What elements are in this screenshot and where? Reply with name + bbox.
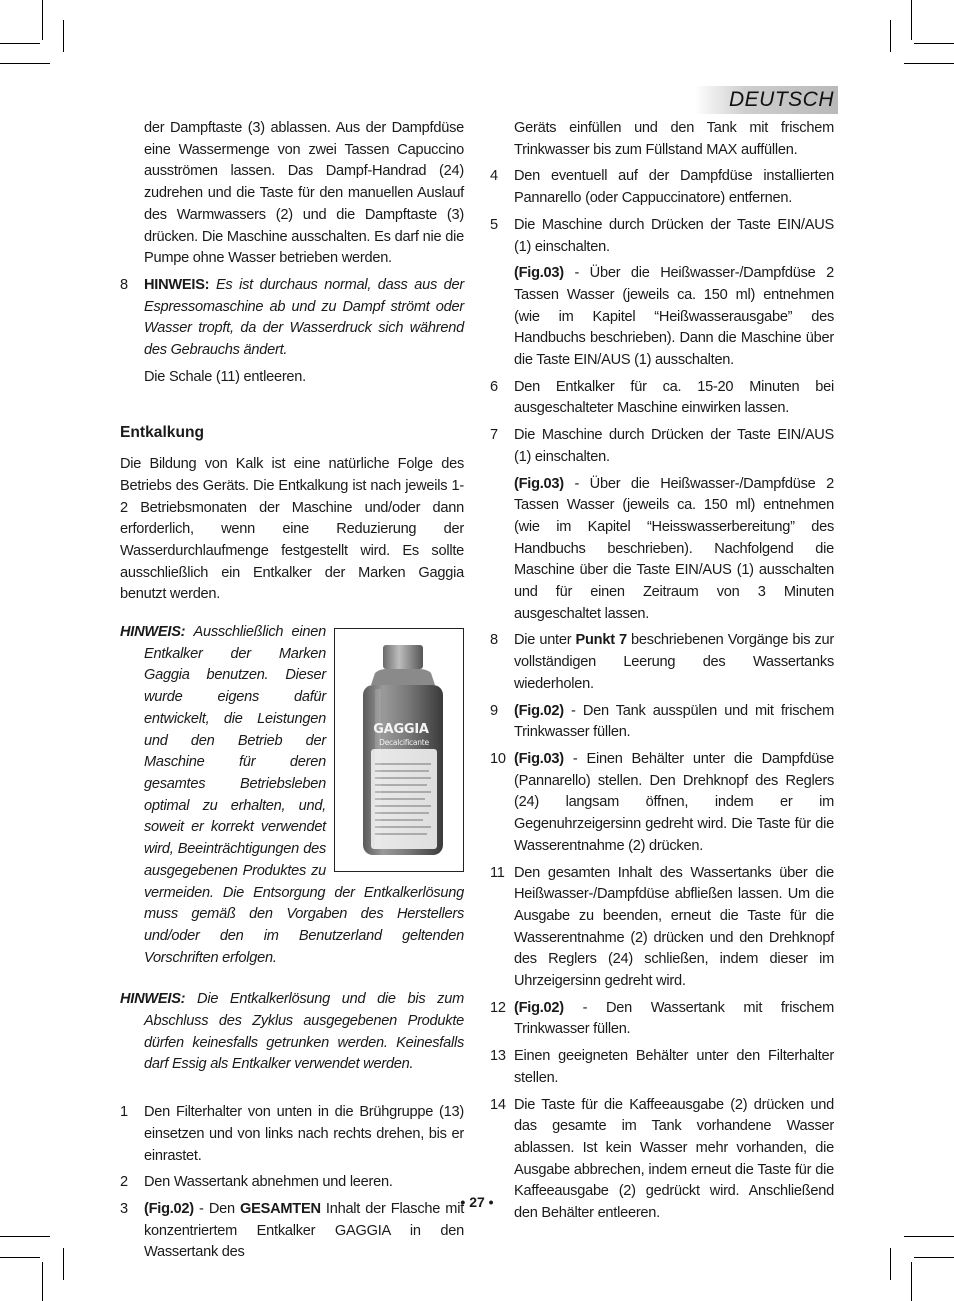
left-column: [120, 118, 464, 1264]
language-label: DEUTSCH: [728, 88, 834, 111]
descaling-paragraph: Die Bildung von Kalk ist eine natürliche Folge des Betriebs des Geräts. Die Entkalkung ist nach jeweils 1-2 Betriebsmonaten der Maschine und/oder dann erforderlich, wenn eine Reduzierung der Wasserdurchlaufmenge festgestellt wird. Es sollte ausschließlich ein Entkalker der Marken Gaggia benutzt werden.: [120, 456, 464, 603]
note-text: Die Entkalkerlösung und die bis zum Abschluss des Zyklus ausgegebenen Produkte dürfen keinesfalls getrunken werden. Keinesfalls darf Essig als Entkalker verwendet werden.: [144, 991, 464, 1073]
list-item: [490, 998, 834, 1041]
step-text: - Über die Heißwasser-/Dampfdüse 2 Tassen Wasser (jeweils ca. 150 ml) entnehmen (wie im Kapitel “Heisswasserbereitung” des Handbuchs beschrieben). Nachfolgend die Maschine über die Taste EIN/AUS (1) ausschalten und für einen Zeitraum von 3 Minuten ausgeschaltet lassen.: [514, 475, 834, 622]
emphasis: GESAMTEN: [240, 1200, 321, 1217]
step-text: - Den Wassertank mit frischem Trinkwasser füllen.: [514, 999, 834, 1038]
crop-mark: [904, 63, 954, 64]
step-text: Die Maschine durch Drücken der Taste EIN/AUS (1) einschalten.: [514, 427, 834, 465]
step-number: 6: [490, 378, 498, 395]
crop-mark: [0, 1257, 40, 1258]
list-item: [490, 1095, 834, 1225]
list-item: [490, 749, 834, 858]
bottle-illustration: [335, 629, 463, 871]
step-number: 9: [490, 702, 498, 719]
note-label: HINWEIS:: [120, 991, 186, 1008]
sub-step: [490, 263, 834, 372]
crop-mark: [911, 0, 912, 40]
continued-text: Geräts einfüllen und den Tank mit frischem Trinkwasser bis zum Füllstand MAX auffüllen.: [514, 120, 834, 158]
step-text: - Den: [193, 1200, 241, 1217]
figure-ref: (Fig.03): [514, 475, 564, 492]
step-text: Die Taste für die Kaffeeausgabe (2) drücken und das gesamte im Tank vorhandene Wasser ablassen. Ist kein Wasser mehr vorhanden, die Ausgabe abbrechen, indem erneut die Taste für die Kaffeeausgabe (2) gedrückt wird. Anschließend den Behälter entleeren.: [514, 1096, 834, 1222]
page-number: • 27 •: [460, 1194, 494, 1210]
step-text: Den Entkalker für ca. 15-20 Minuten bei ausgeschalteter Maschine einwirken lassen.: [514, 378, 834, 417]
list-item: [490, 863, 834, 993]
crop-mark: [0, 43, 40, 44]
list-item: [490, 377, 834, 420]
crop-mark: [0, 1236, 50, 1237]
list-item: [490, 701, 834, 744]
emphasis: Punkt 7: [575, 632, 627, 649]
crop-mark: [914, 1257, 954, 1258]
list-item: [490, 215, 834, 258]
figure-ref: (Fig.02): [144, 1200, 194, 1217]
crop-mark: [42, 1262, 43, 1301]
step-text: Einen geeigneten Behälter unter den Filterhalter stellen.: [514, 1048, 834, 1086]
step-number: 13: [490, 1048, 506, 1065]
bottle-product: Decalcificante: [379, 738, 429, 748]
list-item: [120, 1102, 464, 1167]
step-number: 1: [120, 1104, 128, 1121]
list-item: [120, 275, 464, 362]
figure-ref: (Fig.03): [514, 265, 564, 282]
crop-mark: [63, 1248, 64, 1280]
step-text: Den eventuell auf der Dampfdüse installierten Pannarello (oder Cappuccinatore) entfernen.: [514, 168, 834, 207]
step-text: Den Wassertank abnehmen und leeren.: [144, 1174, 393, 1191]
figure-ref: (Fig.02): [514, 999, 564, 1016]
note-block: [120, 622, 464, 969]
figure-ref: (Fig.02): [514, 702, 564, 719]
step-number: 7: [490, 427, 498, 444]
step-number: 12: [490, 999, 506, 1016]
product-image: [334, 628, 464, 872]
crop-mark: [63, 20, 64, 52]
step-number: 8: [490, 632, 498, 649]
note-text: Ausschließlich einen Entkalker der Marken Gaggia benutzen. Dieser wurde eigens dafür entwickelt, die Leistungen und den Betrieb der Maschine für deren gesamtes Betriebsleben optimal zu erhalten, und, soweit er korrekt verwendet wird, Beeinträchtigungen des ausgegebenen Produktes zu vermeiden. Die Entsorgung der Entkalkerlösung muss gemäß den Vorgaben des Herstellers und/oder den im Benutzerland geltenden Vorschriften erfolgen.: [144, 624, 464, 966]
list-item: [120, 1199, 464, 1264]
step-number: 5: [490, 216, 498, 233]
step-text: - Den Tank ausspülen und mit frischem Trinkwasser füllen.: [514, 702, 834, 741]
crop-mark: [904, 1236, 954, 1237]
step-text: Die Maschine durch Drücken der Taste EIN/AUS (1) einschalten.: [514, 216, 834, 255]
note-text: Es ist durchaus normal, dass aus der Espressomaschine ab und zu Dampf strömt oder Wasser tropft, da der Wasserdruck sich während des Gebrauchs ändert.: [144, 276, 464, 359]
step-number: 4: [490, 168, 498, 185]
figure-ref: (Fig.03): [514, 750, 564, 767]
step-number: 14: [490, 1096, 506, 1113]
sub-step: [490, 474, 834, 626]
right-column: [490, 118, 834, 1225]
steps-list: [120, 1102, 464, 1264]
bottle-brand: GAGGIA: [373, 722, 429, 738]
step-text: Den gesamten Inhalt des Wassertanks über die Heißwasser-/Dampfdüse abfließen lassen. Um die Ausgabe zu beenden, erneut die Taste für die Wasserentnahme (2) drücken und den Drehknopf des Reglers (24) schließen, indem dieser im Uhrzeigersinn gedreht wird.: [514, 864, 834, 990]
list-item: [490, 166, 834, 209]
step-number: 10: [490, 750, 506, 767]
note-label: HINWEIS:: [120, 624, 186, 641]
list-item: [120, 1172, 464, 1194]
step-text: Inhalt der Flasche mit konzentriertem Entkalker GAGGIA in den Wassertank des: [144, 1200, 464, 1261]
crop-mark: [890, 20, 891, 52]
step-number: 3: [120, 1200, 128, 1217]
language-tab: [694, 86, 838, 114]
step-text: beschriebenen Vorgänge bis zur vollständigen Leerung des Wassertanks wiederholen.: [514, 632, 834, 692]
list-item: [490, 1046, 834, 1089]
section-heading: Entkalkung: [120, 424, 205, 442]
step-text: - Über die Heißwasser-/Dampfdüse 2 Tassen Wasser (jeweils ca. 150 ml) entnehmen (wie im Kapitel “Heißwasserausgabe” des Handbuchs beschrieben). Dann die Maschine über die Taste EIN/AUS (1) ausschalten.: [514, 265, 834, 369]
step-text: - Einen Behälter unter die Dampfdüse (Pannarello) stellen. Den Drehknopf des Reglers (24) langsam öffnen, indem er im Gegenuhrzeigersinn gedreht wird. Die Taste für die Wasserentnahme (2) drücken.: [514, 750, 834, 854]
instruction-text: Die Schale (11) entleeren.: [144, 368, 306, 385]
crop-mark: [911, 1262, 912, 1301]
step-number: 11: [490, 864, 505, 881]
crop-mark: [0, 63, 50, 64]
step-number: 2: [120, 1174, 128, 1191]
list-item: [490, 425, 834, 468]
note-paragraph: [120, 989, 464, 1076]
crop-mark: [890, 1248, 891, 1280]
crop-mark: [42, 0, 43, 40]
intro-paragraph: der Dampftaste (3) ablassen. Aus der Dampfdüse eine Wassermenge von zwei Tassen Capuccino ausströmen lassen. Das Dampf-Handrad (24) zudrehen und die Taste für den manuellen Auslauf des Warmwassers (2) und die Dampftaste (3) drücken. Die Maschine ausschalten. Es darf nie die Pumpe ohne Wasser betrieben werden.: [144, 120, 464, 267]
note-label: HINWEIS:: [144, 276, 210, 293]
step-text: Den Filterhalter von unten in die Brühgruppe (13) einsetzen und von links nach rechts drehen, bis er einrastet.: [144, 1104, 464, 1164]
item-number: 8: [120, 276, 128, 293]
step-text: Die unter: [514, 632, 576, 649]
list-item: [490, 630, 834, 695]
crop-mark: [914, 43, 954, 44]
